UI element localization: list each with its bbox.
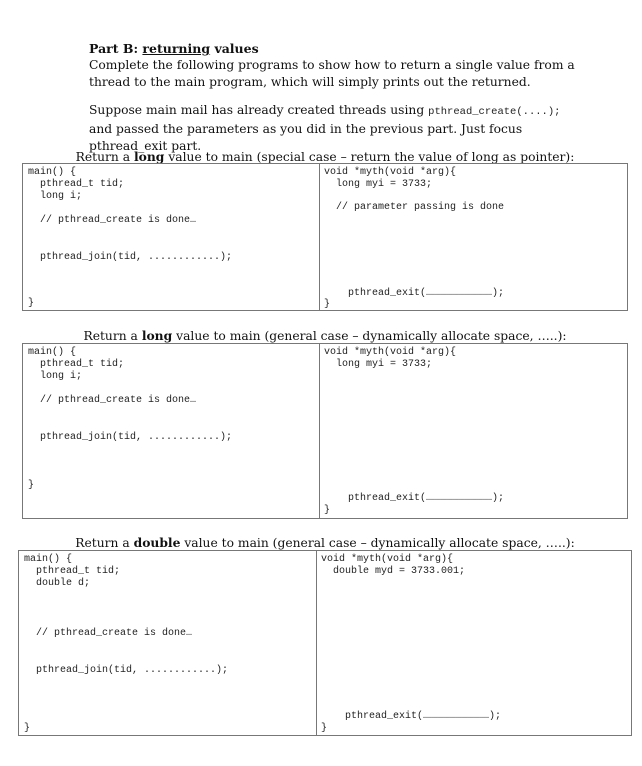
- part-underlined-word: returning: [142, 41, 211, 56]
- section-3-caption-post: value to main (general case – dynamically allocate space, …..):: [180, 536, 575, 550]
- section-1-caption-bold: long: [133, 149, 165, 164]
- code-line: pthread_exit(……………………………);: [321, 711, 502, 722]
- section-2-caption-bold: long: [141, 328, 173, 343]
- section-3-caption: [18, 535, 632, 550]
- code-line: // parameter passing is done: [324, 202, 505, 213]
- part-label: Part B:: [89, 41, 139, 56]
- code-line: long myi = 3733;: [324, 179, 433, 190]
- code-line: pthread_t tid;: [28, 359, 125, 370]
- code-line: }: [321, 723, 328, 734]
- code-line: }: [24, 723, 31, 734]
- code-line: // pthread_create is done…: [28, 395, 197, 406]
- section-3-code-table: [18, 550, 632, 736]
- code-line: double d;: [24, 578, 91, 589]
- code-line: main() {: [24, 554, 73, 565]
- intro-paragraph-2: [89, 102, 584, 155]
- section-3-caption-bold: double: [133, 535, 181, 550]
- intro-inline-code: pthread_create(....);: [428, 106, 561, 118]
- code-line: }: [324, 505, 331, 516]
- section-1-thread-cell: [320, 164, 627, 310]
- intro-paragraph-2-text-a: Suppose main mail has already created threads using: [89, 103, 429, 117]
- section-2-caption: [22, 328, 628, 343]
- code-line: pthread_t tid;: [24, 566, 121, 577]
- code-line: pthread_join(tid, ............);: [24, 665, 229, 676]
- section-3-main-cell: [19, 551, 317, 735]
- code-line: double myd = 3733.001;: [321, 566, 466, 577]
- code-line: }: [28, 480, 35, 491]
- section-1-code-table: [22, 163, 628, 311]
- part-heading-rest: values: [214, 41, 259, 56]
- part-heading: [89, 41, 259, 56]
- code-line: }: [324, 299, 331, 310]
- section-2-thread-cell: [320, 344, 627, 518]
- code-line: void *myth(void *arg){: [321, 554, 454, 565]
- intro-paragraph-2-text-b: and passed the parameters as you did in the previous part. Just focus pthread_exit part.: [89, 122, 523, 153]
- code-line: // pthread_create is done…: [28, 215, 197, 226]
- section-1-caption-post: value to main (special case – return the value of long as pointer):: [164, 150, 575, 164]
- intro-paragraph-1: Complete the following programs to show how to return a single value from a thread to the main program, which will simply prints out the returned.: [89, 58, 575, 89]
- section-2-caption-post: value to main (general case – dynamically allocate space, …..):: [172, 329, 567, 343]
- section-2-main-cell: [23, 344, 320, 518]
- section-2-caption-pre: Return a: [83, 329, 142, 343]
- section-1-main-cell: [23, 164, 320, 310]
- code-line: void *myth(void *arg){: [324, 167, 457, 178]
- code-line: pthread_exit(……………………………);: [324, 288, 505, 299]
- code-line: pthread_join(tid, ............);: [28, 252, 233, 263]
- code-line: }: [28, 298, 35, 309]
- code-line: main() {: [28, 347, 77, 358]
- code-line: // pthread_create is done…: [24, 628, 193, 639]
- code-line: main() {: [28, 167, 77, 178]
- code-line: long myi = 3733;: [324, 359, 433, 370]
- code-line: pthread_t tid;: [28, 179, 125, 190]
- section-1-caption-pre: Return a: [75, 150, 134, 164]
- section-1-caption: [22, 149, 628, 164]
- section-2-code-table: [22, 343, 628, 519]
- code-line: pthread_exit(……………………………);: [324, 493, 505, 504]
- code-line: long i;: [28, 371, 83, 382]
- code-line: void *myth(void *arg){: [324, 347, 457, 358]
- code-line: pthread_join(tid, ............);: [28, 432, 233, 443]
- section-3-thread-cell: [317, 551, 631, 735]
- section-3-caption-pre: Return a: [75, 536, 134, 550]
- code-line: long i;: [28, 191, 83, 202]
